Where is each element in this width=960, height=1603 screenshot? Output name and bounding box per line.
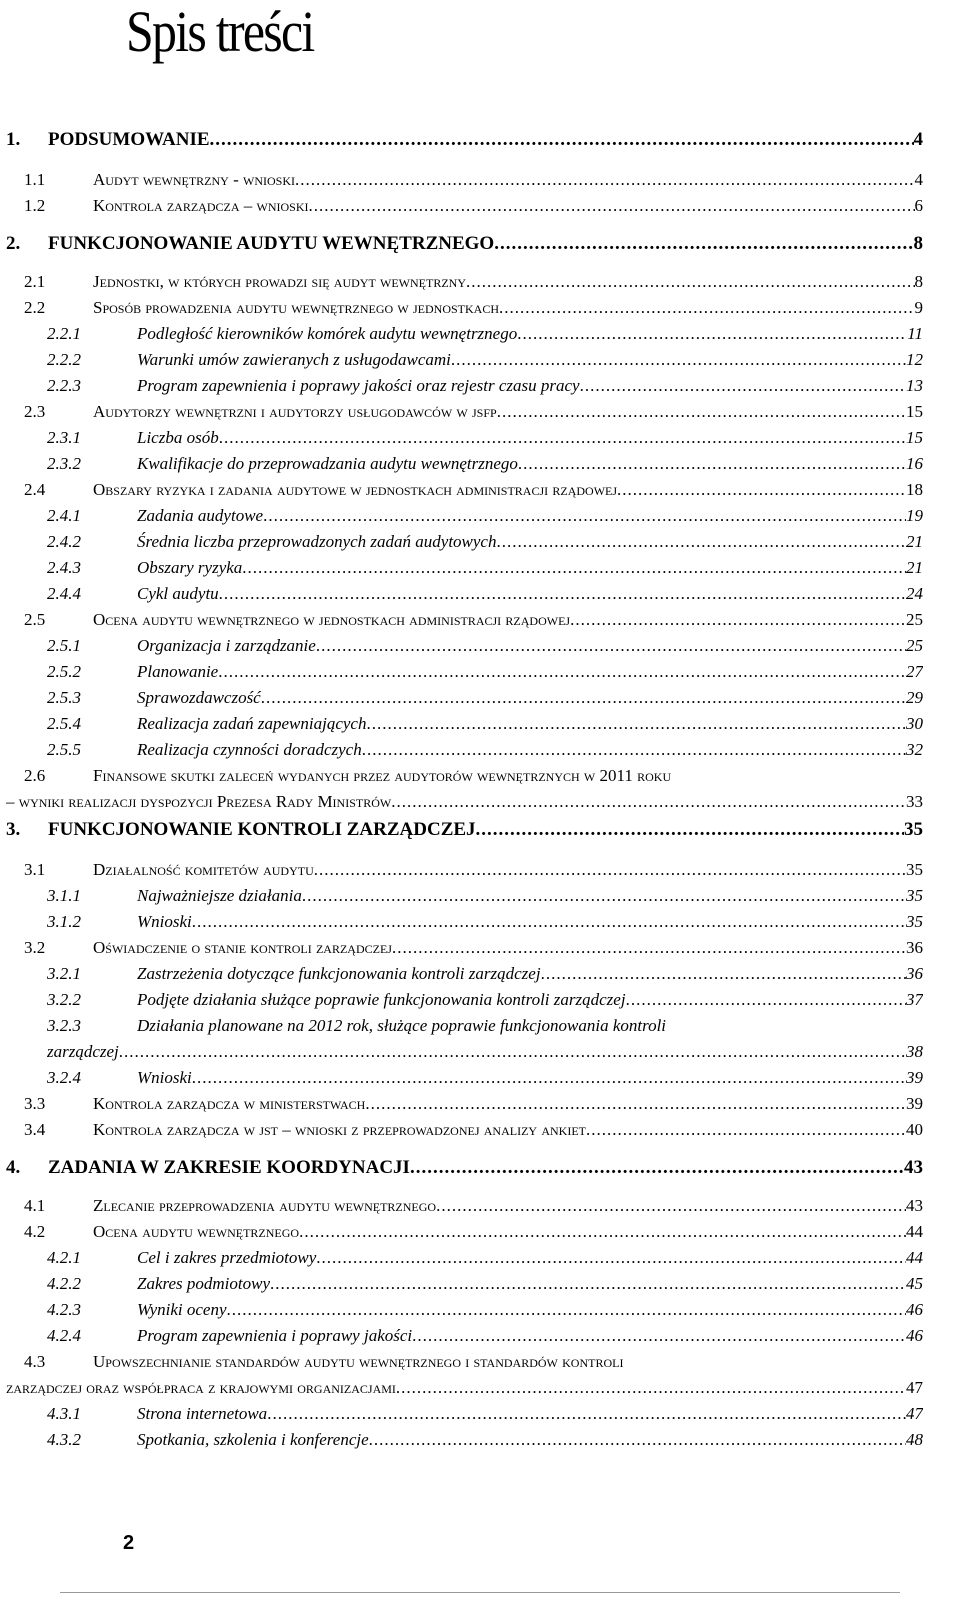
toc-entry-page: 46 — [906, 1326, 923, 1345]
toc-entry-number: 4.3 — [24, 1352, 46, 1371]
toc-entry[interactable] — [0, 400, 960, 424]
toc-entry[interactable] — [0, 556, 960, 580]
toc-entry-page: 35 — [906, 860, 923, 879]
toc-entry-page: 19 — [906, 506, 923, 525]
footer-rule — [60, 1592, 900, 1593]
toc-entry[interactable] — [0, 1428, 960, 1452]
toc-entry-label: Ocena audytu wewnętrznego w jednostkach administracji rządowej — [93, 610, 571, 629]
toc-entry-page: 25 — [906, 636, 923, 655]
toc-entry-number: 2.2 — [24, 298, 46, 317]
toc-entry-number: 2.3.1 — [47, 428, 81, 447]
dot-leader — [580, 374, 906, 398]
dot-leader — [451, 348, 906, 372]
toc-entry-label: Najważniejsze działania — [137, 886, 302, 905]
toc-entry[interactable] — [0, 858, 960, 882]
toc-entry-label: FUNKCJONOWANIE KONTROLI ZARZĄDCZEJ — [48, 819, 476, 840]
toc-entry-label: Cel i zakres przedmiotowy — [137, 1248, 317, 1267]
toc-entry-page: 35 — [904, 819, 923, 840]
toc-entry[interactable] — [0, 1066, 960, 1090]
toc-entry-line — [93, 936, 923, 960]
toc-entry-number: 2.2.3 — [47, 376, 81, 395]
toc-entry-page: 16 — [906, 454, 923, 473]
toc-entry-label: Cykl audytu — [137, 584, 219, 603]
toc-entry-number: 2.5.3 — [47, 688, 81, 707]
toc-entry-page: 8 — [913, 233, 923, 254]
dot-leader — [499, 296, 914, 320]
dot-leader — [436, 1194, 906, 1218]
toc-entry-line — [48, 128, 923, 152]
toc-entry-page: 32 — [906, 740, 923, 759]
toc-entry[interactable] — [0, 582, 960, 606]
toc-entry-line — [137, 1428, 923, 1452]
toc-entry-line — [137, 1324, 923, 1348]
toc-entry-number: 3.1.2 — [47, 912, 81, 931]
toc-entry-page: 18 — [906, 480, 923, 499]
toc-entry-page: 39 — [906, 1094, 923, 1113]
toc-entry-line — [93, 1118, 923, 1142]
dot-leader — [314, 858, 906, 882]
toc-entry-number: 2.5 — [24, 610, 46, 629]
toc-entry-number: 2.4.4 — [47, 584, 81, 603]
toc-entry-number: 2.2.1 — [47, 324, 81, 343]
toc-entry-page: 15 — [906, 402, 923, 421]
toc-entry-line — [6, 1376, 923, 1400]
toc-entry-line — [137, 1066, 923, 1090]
toc-entry-page: 36 — [906, 938, 923, 957]
toc-entry[interactable] — [0, 348, 960, 372]
toc-entry[interactable] — [0, 478, 960, 502]
toc-entry[interactable] — [0, 738, 960, 762]
toc-entry-page: 8 — [914, 272, 923, 291]
toc-entry-number: 2.3 — [24, 402, 46, 421]
toc-entry-page: 35 — [906, 912, 923, 931]
toc-entry-line — [137, 1272, 923, 1296]
toc-entry-page: 27 — [906, 662, 923, 681]
toc-entry-label: Zadania audytowe — [137, 506, 264, 525]
toc-entry-number: 2.5.1 — [47, 636, 81, 655]
toc-entry[interactable] — [0, 232, 960, 256]
toc-entry-line — [93, 270, 923, 294]
dot-leader — [227, 1298, 906, 1322]
dot-leader — [396, 1376, 906, 1400]
dot-leader — [494, 232, 913, 256]
toc-entry-label: Średnia liczba przeprowadzonych zadań audytowych — [137, 532, 497, 551]
toc-entry-page: 35 — [906, 886, 923, 905]
toc-entry-page: 44 — [906, 1222, 923, 1241]
toc-entry-label: Warunki umów zawieranych z usługodawcami — [137, 350, 451, 369]
toc-entry-line — [137, 988, 923, 1012]
toc-entry-label: Zlecanie przeprowadzenia audytu wewnętrznego — [93, 1196, 437, 1215]
toc-entry-label: Podległość kierowników komórek audytu wewnętrznego — [137, 324, 518, 343]
toc-entry-line — [93, 194, 923, 218]
toc-entry-number: 1.1 — [24, 170, 46, 189]
dot-leader — [263, 504, 906, 528]
toc-entry-line — [137, 582, 923, 606]
toc-entry-page: 40 — [906, 1120, 923, 1139]
toc-entry-label: Działalność komitetów audytu — [93, 860, 314, 879]
toc-entry-number: 2.6 — [24, 766, 46, 785]
toc-entry[interactable] — [0, 426, 960, 450]
toc-entry-line — [137, 1402, 923, 1426]
dot-leader — [626, 988, 906, 1012]
toc-entry-line — [93, 1194, 923, 1218]
toc-entry-number: 3.1 — [24, 860, 46, 879]
toc-entry-number: 4.3.2 — [47, 1430, 81, 1449]
toc-entry-line — [137, 634, 923, 658]
dot-leader — [466, 270, 915, 294]
toc-entry[interactable] — [0, 1272, 960, 1296]
toc-entry-page: 39 — [906, 1068, 923, 1087]
dot-leader — [192, 910, 906, 934]
dot-leader — [476, 818, 904, 842]
toc-entry-label: Planowanie — [137, 662, 219, 681]
toc-entry-continuation[interactable] — [0, 1376, 960, 1400]
toc-entry-line — [93, 608, 923, 632]
toc-entry-number: 4.1 — [24, 1196, 46, 1215]
toc-entry-label: Obszary ryzyka i zadania audytowe w jednostkach administracji rządowej — [93, 480, 618, 499]
toc-entry[interactable] — [0, 608, 960, 632]
toc-entry-page: 43 — [904, 1157, 923, 1178]
toc-entry-label: Upowszechnianie standardów audytu wewnętrznego i standardów kontroli — [93, 1352, 624, 1371]
toc-entry[interactable] — [0, 1298, 960, 1322]
toc-entry-label: Wnioski — [137, 912, 192, 931]
toc-entry-line — [93, 1220, 923, 1244]
toc-entry-line — [137, 712, 923, 736]
toc-entry-label: Ocena audytu wewnętrznego — [93, 1222, 300, 1241]
toc-entry-label: Spotkania, szkolenia i konferencje — [137, 1430, 369, 1449]
page-number: 2 — [123, 1532, 135, 1554]
toc-entry-label: Finansowe skutki zaleceń wydanych przez audytorów wewnętrznych w 2011 roku — [93, 766, 672, 785]
toc-entry[interactable] — [0, 1246, 960, 1270]
dot-leader — [119, 1040, 906, 1064]
toc-entry-label-continued: – wyniki realizacji dyspozycji Prezesa Rady Ministrów — [6, 792, 392, 811]
toc-entry-label: Realizacja zadań zapewniających — [137, 714, 367, 733]
toc-entry-label: Audytorzy wewnętrzni i audytorzy usługodawców w jsfp — [93, 402, 497, 421]
toc-entry-number: 2. — [6, 233, 21, 254]
dot-leader — [586, 1118, 906, 1142]
dot-leader — [365, 1092, 906, 1116]
toc-entry-label-continued: zarządczej oraz współpraca z krajowymi organizacjami — [6, 1378, 396, 1397]
toc-entry[interactable] — [0, 634, 960, 658]
toc-entry-number: 4.2.3 — [47, 1300, 81, 1319]
dot-leader — [267, 1402, 906, 1426]
dot-leader — [261, 686, 906, 710]
toc-entry-line — [93, 296, 923, 320]
toc-entry-page: 46 — [906, 1300, 923, 1319]
toc-entry-line — [137, 686, 923, 710]
toc-entry-number: 2.5.4 — [47, 714, 81, 733]
toc-entry-number: 3.4 — [24, 1120, 46, 1139]
toc-entry-page: 36 — [906, 964, 923, 983]
toc-entry-page: 21 — [906, 558, 923, 577]
toc-entry-page: 4 — [913, 129, 923, 150]
toc-entry-label: Program zapewnienia i poprawy jakości oraz rejestr czasu pracy — [137, 376, 580, 395]
toc-entry-line — [137, 1014, 923, 1038]
toc-entry-page: 30 — [906, 714, 923, 733]
toc-entry-label: Oświadczenie o stanie kontroli zarządczej — [93, 938, 392, 957]
toc-entry-number: 3.1.1 — [47, 886, 81, 905]
toc-entry-page: 48 — [906, 1430, 923, 1449]
toc-entry-line — [93, 764, 923, 788]
toc-entry-number: 2.4.3 — [47, 558, 81, 577]
toc-entry-label: Audyt wewnętrzny - wnioski — [93, 170, 295, 189]
dot-leader — [517, 322, 907, 346]
toc-entry-label: FUNKCJONOWANIE AUDYTU WEWNĘTRZNEGO — [48, 233, 495, 254]
toc-entry-label: Kontrola zarządcza – wnioski — [93, 196, 309, 215]
toc-entry-line — [137, 884, 923, 908]
toc-entry[interactable] — [0, 128, 960, 152]
toc-entry-label: Kwalifikacje do przeprowadzania audytu wewnętrznego — [137, 454, 518, 473]
toc-entry-label: Podjęte działania służące poprawie funkcjonowania kontroli zarządczej — [137, 990, 626, 1009]
toc-entry-page: 43 — [906, 1196, 923, 1215]
dot-leader — [391, 790, 906, 814]
dot-leader — [497, 400, 906, 424]
dot-leader — [369, 1428, 906, 1452]
toc-entry-page: 38 — [906, 1042, 923, 1061]
toc-entry-page: 21 — [906, 532, 923, 551]
toc-entry-page: 45 — [906, 1274, 923, 1293]
toc-entry[interactable] — [0, 1324, 960, 1348]
toc-entry-label: Sprawozdawczość — [137, 688, 261, 707]
toc-entry-line — [137, 426, 923, 450]
toc-entry-number: 4. — [6, 1157, 21, 1178]
toc-entry-label: Wnioski — [137, 1068, 192, 1087]
toc-entry-number: 2.4.1 — [47, 506, 81, 525]
toc-entry[interactable] — [0, 1156, 960, 1180]
toc-entry-number: 3.2.2 — [47, 990, 81, 1009]
toc-entry-number: 4.2.4 — [47, 1326, 81, 1345]
toc-entry[interactable] — [0, 374, 960, 398]
page-title: Spis treści — [126, 0, 314, 64]
toc-entry-label: PODSUMOWANIE — [48, 129, 210, 150]
toc-entry[interactable] — [0, 660, 960, 684]
dot-leader — [316, 1246, 906, 1270]
toc-entry-label: Wyniki oceny — [137, 1300, 227, 1319]
toc-entry-line — [6, 790, 923, 814]
toc-entry-number: 3.2.3 — [47, 1016, 81, 1035]
toc-entry-line — [93, 1350, 923, 1374]
toc-entry-line — [137, 738, 923, 762]
toc-entry-page: 6 — [914, 196, 923, 215]
dot-leader — [410, 1156, 904, 1180]
toc-entry[interactable] — [0, 530, 960, 554]
toc-entry-label: Sposób prowadzenia audytu wewnętrznego w jednostkach — [93, 298, 500, 317]
toc-entry-number: 1.2 — [24, 196, 46, 215]
toc-entry-line — [137, 1246, 923, 1270]
toc-entry-number: 2.4 — [24, 480, 46, 499]
dot-leader — [295, 168, 915, 192]
toc-entry[interactable] — [0, 194, 960, 218]
toc-entry[interactable] — [0, 1220, 960, 1244]
dot-leader — [316, 634, 906, 658]
toc-entry[interactable] — [0, 686, 960, 710]
toc-entry-label: Liczba osób — [137, 428, 219, 447]
toc-entry-number: 2.3.2 — [47, 454, 81, 473]
toc-entry[interactable] — [0, 270, 960, 294]
toc-entry-number: 3.2.4 — [47, 1068, 81, 1087]
toc-entry-continuation[interactable] — [0, 1040, 960, 1064]
toc-entry-label: Organizacja i zarządzanie — [137, 636, 316, 655]
toc-entry-page: 25 — [906, 610, 923, 629]
toc-entry[interactable] — [0, 712, 960, 736]
toc-entry-label: Jednostki, w których prowadzi się audyt wewnętrzny — [93, 272, 466, 291]
toc-entry-page: 13 — [906, 376, 923, 395]
toc-entry-label: Kontrola zarządcza w jst – wnioski z przeprowadzonej analizy ankiet — [93, 1120, 586, 1139]
toc-entry-label: Zastrzeżenia dotyczące funkcjonowania kontroli zarządczej — [137, 964, 541, 983]
toc-entry[interactable] — [0, 1092, 960, 1116]
dot-leader — [392, 936, 906, 960]
toc-entry[interactable] — [0, 1014, 960, 1038]
dot-leader — [541, 962, 906, 986]
toc-entry[interactable] — [0, 322, 960, 346]
toc-entry-page: 15 — [906, 428, 923, 447]
toc-entry-number: 2.5.2 — [47, 662, 81, 681]
toc-entry-label: Program zapewnienia i poprawy jakości — [137, 1326, 413, 1345]
toc-entry-line — [137, 556, 923, 580]
toc-entry-page: 29 — [906, 688, 923, 707]
toc-entry-page: 37 — [906, 990, 923, 1009]
toc-entry-number: 3. — [6, 819, 21, 840]
toc-entry[interactable] — [0, 1118, 960, 1142]
toc-entry-page: 33 — [906, 792, 923, 811]
toc-entry-number: 2.4.2 — [47, 532, 81, 551]
toc-entry-label: ZADANIA W ZAKRESIE KOORDYNACJI — [48, 1157, 410, 1178]
toc-entry-line — [137, 452, 923, 476]
dot-leader — [192, 1066, 906, 1090]
toc-entry[interactable] — [0, 1194, 960, 1218]
dot-leader — [219, 426, 906, 450]
toc-entry[interactable] — [0, 936, 960, 960]
toc-entry-label: Działania planowane na 2012 rok, służące poprawie funkcjonowania kontroli — [137, 1016, 667, 1035]
toc-entry-line — [137, 530, 923, 554]
toc-entry-label-continued: zarządczej — [47, 1042, 119, 1061]
toc-entry[interactable] — [0, 988, 960, 1012]
dot-leader — [270, 1272, 906, 1296]
toc-entry-number: 4.3.1 — [47, 1404, 81, 1423]
toc-entry-page: 44 — [906, 1248, 923, 1267]
dot-leader — [570, 608, 906, 632]
dot-leader — [366, 712, 906, 736]
toc-entry[interactable] — [0, 296, 960, 320]
toc-entry[interactable] — [0, 818, 960, 842]
dot-leader — [242, 556, 906, 580]
toc-entry[interactable] — [0, 504, 960, 528]
toc-entry[interactable] — [0, 1402, 960, 1426]
toc-entry-line — [93, 400, 923, 424]
toc-entry-line — [137, 322, 923, 346]
dot-leader — [412, 1324, 906, 1348]
toc-entry-page: 47 — [906, 1404, 923, 1423]
toc-entry-line — [47, 1040, 923, 1064]
toc-entry-page: 47 — [906, 1378, 923, 1397]
toc-entry-page: 11 — [907, 324, 923, 343]
toc-entry[interactable] — [0, 452, 960, 476]
toc-entry-number: 3.2.1 — [47, 964, 81, 983]
toc-entry[interactable] — [0, 1350, 960, 1374]
dot-leader — [219, 582, 906, 606]
toc-entry-line — [137, 348, 923, 372]
toc-entry-line — [137, 660, 923, 684]
toc-entry-line — [48, 232, 923, 256]
dot-leader — [299, 1220, 906, 1244]
toc-entry-line — [93, 1092, 923, 1116]
dot-leader — [362, 738, 906, 762]
dot-leader — [210, 128, 914, 152]
toc-entry-line — [137, 504, 923, 528]
dot-leader — [518, 452, 906, 476]
toc-entry-number: 2.5.5 — [47, 740, 81, 759]
toc-entry-line — [93, 858, 923, 882]
toc-entry-line — [48, 818, 923, 842]
dot-leader — [218, 660, 906, 684]
toc-entry-label: Kontrola zarządcza w ministerstwach — [93, 1094, 366, 1113]
toc-entry-label: Strona internetowa — [137, 1404, 268, 1423]
toc-entry[interactable] — [0, 884, 960, 908]
toc-entry-line — [93, 168, 923, 192]
dot-leader — [496, 530, 906, 554]
toc-entry-label: Realizacja czynności doradczych — [137, 740, 362, 759]
toc-entry[interactable] — [0, 962, 960, 986]
toc-entry-line — [48, 1156, 923, 1180]
toc-entry-number: 1. — [6, 129, 21, 150]
toc-entry-number: 2.1 — [24, 272, 46, 291]
toc-entry[interactable] — [0, 910, 960, 934]
toc-entry-page: 9 — [914, 298, 923, 317]
toc-entry-number: 3.2 — [24, 938, 46, 957]
toc-entry-line — [93, 478, 923, 502]
toc-entry-continuation[interactable] — [0, 790, 960, 814]
toc-entry[interactable] — [0, 764, 960, 788]
toc-entry-line — [137, 374, 923, 398]
dot-leader — [309, 194, 915, 218]
toc-entry-line — [137, 910, 923, 934]
dot-leader — [617, 478, 906, 502]
toc-entry-number: 4.2.2 — [47, 1274, 81, 1293]
toc-entry-number: 4.2.1 — [47, 1248, 81, 1267]
toc-entry-line — [137, 1298, 923, 1322]
toc-entry-number: 2.2.2 — [47, 350, 81, 369]
toc-entry-page: 24 — [906, 584, 923, 603]
toc-entry-page: 12 — [906, 350, 923, 369]
dot-leader — [302, 884, 906, 908]
toc-entry-number: 4.2 — [24, 1222, 46, 1241]
toc-entry-number: 3.3 — [24, 1094, 46, 1113]
toc-entry-page: 4 — [914, 170, 923, 189]
toc-entry-line — [137, 962, 923, 986]
toc-entry-label: Zakres podmiotowy — [137, 1274, 271, 1293]
toc-entry-label: Obszary ryzyka — [137, 558, 243, 577]
toc-entry[interactable] — [0, 168, 960, 192]
